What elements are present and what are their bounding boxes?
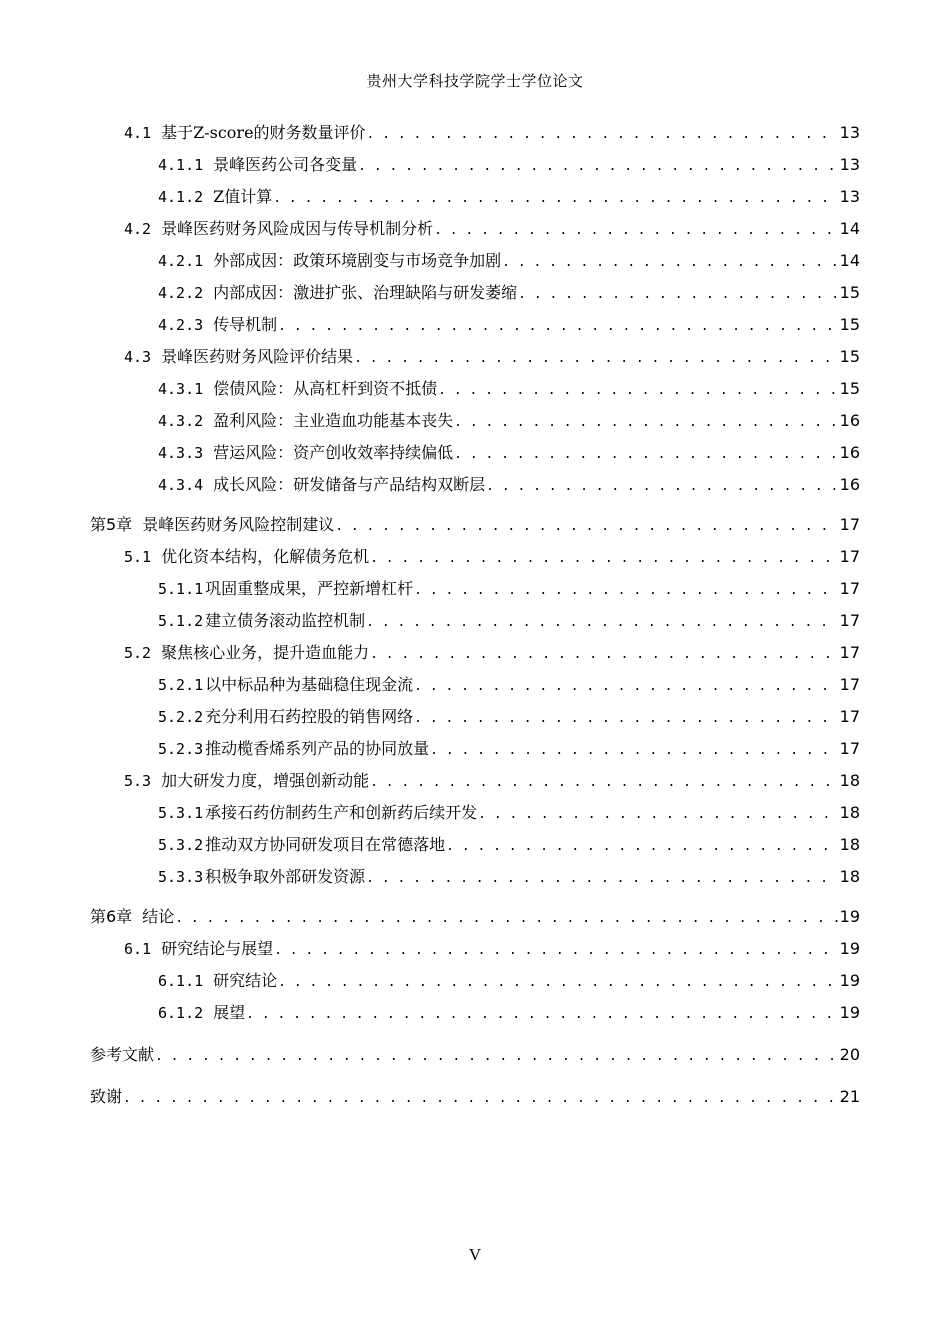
toc-entry-page: 19	[839, 907, 860, 926]
toc-entry-title: 推动榄香烯系列产品的协同放量	[205, 739, 430, 758]
toc-leader-dots	[367, 127, 838, 142]
toc-entry-title: 内部成因：激进扩张、治理缺陷与研发萎缩	[213, 283, 518, 302]
toc-leader-dots	[486, 479, 837, 494]
toc-entry-number: 4.1	[124, 124, 152, 142]
toc-entry[interactable]	[158, 312, 860, 334]
toc-entry-number: 4.2	[124, 220, 152, 238]
toc-entry-title: 景峰医药财务风险评价结果	[161, 347, 354, 366]
toc-entry-page: 19	[839, 971, 860, 990]
toc-entry-title: 展望	[213, 1003, 246, 1022]
toc-entry-number: 4.1.1	[158, 156, 204, 174]
toc-entry-page: 18	[839, 835, 860, 854]
toc-entry-page: 16	[839, 443, 860, 462]
toc-entry[interactable]	[124, 344, 860, 366]
toc-entry-page: 16	[839, 411, 860, 430]
toc-entry-title: 结论	[142, 907, 175, 926]
toc-entry-page: 17	[839, 707, 860, 726]
toc-entry[interactable]	[158, 800, 860, 822]
toc-entry-page: 15	[839, 283, 860, 302]
toc-leader-dots	[274, 943, 838, 958]
toc-entry-number: 6.1.1	[158, 972, 204, 990]
toc-leader-dots	[335, 519, 837, 534]
toc-entry-title: 优化资本结构，化解债务危机	[161, 547, 370, 566]
toc-entry-page: 19	[839, 1003, 860, 1022]
toc-entry-number: 5.1.1	[158, 580, 204, 598]
toc-leader-dots	[430, 743, 837, 758]
toc-entry-page: 17	[839, 739, 860, 758]
toc-entry-title: 景峰医药公司各变量	[213, 155, 358, 174]
toc-entry-number: 5.3	[124, 772, 152, 790]
toc-leader-dots	[123, 1091, 838, 1106]
toc-leader-dots	[370, 551, 838, 566]
toc-leader-dots	[454, 447, 837, 462]
toc-leader-dots	[478, 807, 837, 822]
toc-entry[interactable]	[124, 120, 860, 142]
toc-entry[interactable]	[158, 672, 860, 694]
toc-entry-title: 盈利风险：主业造血功能基本丧失	[213, 411, 454, 430]
toc-entry[interactable]	[124, 936, 860, 958]
toc-entry[interactable]	[158, 184, 860, 206]
toc-entry-title: 积极争取外部研发资源	[205, 867, 366, 886]
toc-entry-page: 14	[839, 219, 860, 238]
toc-entry-page: 13	[839, 187, 860, 206]
toc-entry[interactable]	[158, 280, 860, 302]
toc-entry-title: 巩固重整成果，严控新增杠杆	[205, 579, 414, 598]
toc-entry-number: 4.3.2	[158, 412, 204, 430]
toc-leader-dots	[370, 647, 838, 662]
toc-entry[interactable]	[90, 1042, 860, 1064]
toc-leader-dots	[354, 351, 838, 366]
page-header-title: 贵州大学科技学院学士学位论文	[366, 72, 584, 90]
toc-entry-number: 第5章	[90, 515, 133, 534]
toc-entry[interactable]	[158, 472, 860, 494]
toc-entry-page: 13	[839, 123, 860, 142]
toc-leader-dots	[366, 871, 837, 886]
toc-entry[interactable]	[158, 1000, 860, 1022]
toc-entry[interactable]	[124, 216, 860, 238]
toc-entry-number: 6.1	[124, 940, 152, 958]
toc-entry-page: 20	[839, 1045, 860, 1064]
toc-entry-title: 营运风险：资产创收效率持续偏低	[213, 443, 454, 462]
toc-entry[interactable]	[158, 576, 860, 598]
toc-entry-title: 外部成因：政策环境剧变与市场竞争加剧	[213, 251, 502, 270]
toc-entry-number: 5.3.3	[158, 868, 204, 886]
toc-entry[interactable]	[90, 512, 860, 534]
toc-leader-dots	[414, 679, 837, 694]
toc-entry[interactable]	[158, 968, 860, 990]
toc-entry-page: 18	[839, 771, 860, 790]
toc-entry-page: 18	[839, 803, 860, 822]
toc-entry-title: 偿债风险：从高杠杆到资不抵债	[213, 379, 438, 398]
toc-entry-title: 传导机制	[213, 315, 278, 334]
toc-entry-number: 5.3.1	[158, 804, 204, 822]
toc-entry-title: 景峰医药财务风险成因与传导机制分析	[161, 219, 434, 238]
toc-entry-number: 4.2.3	[158, 316, 204, 334]
toc-entry[interactable]	[158, 376, 860, 398]
toc-entry-number: 5.2.1	[158, 676, 204, 694]
toc-entry-title: 承接石药仿制药生产和创新药后续开发	[205, 803, 478, 822]
toc-entry-title: 景峰医药财务风险控制建议	[142, 515, 335, 534]
toc-entry-number: 第6章	[90, 907, 133, 926]
toc-entry[interactable]	[90, 1084, 860, 1106]
toc-entry-number: 4.3.4	[158, 476, 204, 494]
toc-entry-page: 16	[839, 475, 860, 494]
toc-leader-dots	[278, 975, 837, 990]
toc-entry[interactable]	[158, 704, 860, 726]
toc-entry-title: 致谢	[90, 1087, 123, 1106]
toc-leader-dots	[358, 159, 837, 174]
toc-entry-page: 15	[839, 347, 860, 366]
toc-entry[interactable]	[124, 640, 860, 662]
toc-entry-page: 17	[839, 547, 860, 566]
toc-entry[interactable]	[124, 544, 860, 566]
toc-entry[interactable]	[124, 768, 860, 790]
toc-entry-page: 15	[839, 379, 860, 398]
toc-entry-title: 聚焦核心业务，提升造血能力	[161, 643, 370, 662]
toc-entry[interactable]	[90, 904, 860, 926]
toc-entry-title: 成长风险：研发储备与产品结构双断层	[213, 475, 486, 494]
toc-leader-dots	[366, 615, 837, 630]
toc-entry-page: 15	[839, 315, 860, 334]
toc-entry[interactable]	[158, 440, 860, 462]
toc-entry-number: 5.1	[124, 548, 152, 566]
toc-leader-dots	[273, 191, 837, 206]
toc-entry-number: 4.3	[124, 348, 152, 366]
toc-entry-number: 4.3.1	[158, 380, 204, 398]
toc-leader-dots	[434, 223, 838, 238]
toc-entry-number: 4.3.3	[158, 444, 204, 462]
toc-entry-title: 基于Z-score的财务数量评价	[161, 123, 366, 142]
toc-entry[interactable]	[158, 408, 860, 430]
toc-entry-number: 6.1.2	[158, 1004, 204, 1022]
toc-entry-page: 13	[839, 155, 860, 174]
toc-leader-dots	[370, 775, 838, 790]
toc-entry-page: 17	[839, 675, 860, 694]
toc-leader-dots	[155, 1049, 838, 1064]
toc-leader-dots	[175, 911, 837, 926]
toc-entry-title: Z值计算	[213, 187, 273, 206]
toc-entry-title: 以中标品种为基础稳住现金流	[205, 675, 414, 694]
toc-leader-dots	[518, 287, 837, 302]
toc-leader-dots	[278, 319, 837, 334]
toc-entry-number: 4.1.2	[158, 188, 204, 206]
toc-leader-dots	[502, 255, 837, 270]
toc-entry-number: 4.2.1	[158, 252, 204, 270]
toc-entry-number: 5.2.3	[158, 740, 204, 758]
toc-entry-title: 研究结论	[213, 971, 278, 990]
toc-leader-dots	[446, 839, 837, 854]
toc-leader-dots	[438, 383, 837, 398]
toc-entry[interactable]	[158, 832, 860, 854]
toc-entry-title: 充分利用石药控股的销售网络	[205, 707, 414, 726]
toc-entry-number: 5.2.2	[158, 708, 204, 726]
toc-entry-title: 推动双方协同研发项目在常德落地	[205, 835, 446, 854]
toc-entry-number: 5.2	[124, 644, 152, 662]
page-number: V	[468, 1245, 482, 1264]
toc-entry-number: 5.3.2	[158, 836, 204, 854]
toc-entry-page: 17	[839, 643, 860, 662]
toc-entry[interactable]	[158, 248, 860, 270]
toc-entry-page: 21	[839, 1087, 860, 1106]
toc-entry-page: 17	[839, 611, 860, 630]
toc-leader-dots	[246, 1007, 837, 1022]
toc-leader-dots	[454, 415, 837, 430]
toc-entry-page: 17	[839, 579, 860, 598]
toc-entry[interactable]	[158, 608, 860, 630]
toc-entry-page: 17	[839, 515, 860, 534]
toc-entry-title: 加大研发力度，增强创新动能	[161, 771, 370, 790]
toc-entry-number: 4.2.2	[158, 284, 204, 302]
toc-entry[interactable]	[158, 152, 860, 174]
toc-leader-dots	[414, 583, 837, 598]
toc-entry-number: 5.1.2	[158, 612, 204, 630]
toc-entry-page: 18	[839, 867, 860, 886]
toc-entry-title: 建立债务滚动监控机制	[205, 611, 366, 630]
toc-entry-title: 参考文献	[90, 1045, 155, 1064]
toc-leader-dots	[414, 711, 837, 726]
toc-entry[interactable]	[158, 736, 860, 758]
toc-entry-page: 19	[839, 939, 860, 958]
toc-entry-title: 研究结论与展望	[161, 939, 274, 958]
toc-entry-page: 14	[839, 251, 860, 270]
toc-entry[interactable]	[158, 864, 860, 886]
